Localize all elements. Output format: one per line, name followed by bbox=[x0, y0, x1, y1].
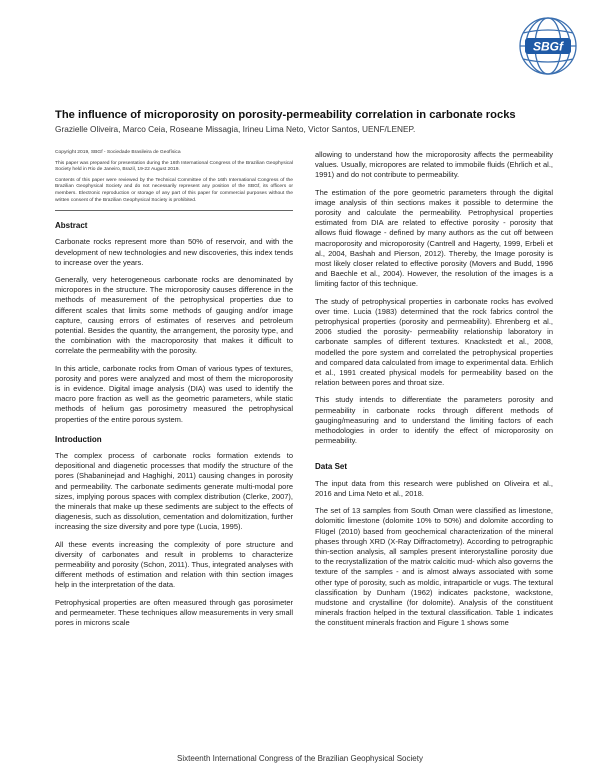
abstract-paragraph: Generally, very heterogeneous carbonate rocks are denominated by micropores in the structure. The microporosity causes difference in the methods of measurement of the petrophysical properties due to different scales that limits some methods of gauging and/or image capture, causing errors of estimates of reserves and petroleum potential. Besides the quantity, the arrangement, the porosity type, and the combination with the macroporosity that makes it difficult to correlate the permeability with the porosity. bbox=[55, 274, 293, 356]
data-set-paragraph: The input data from this research were published on Oliveira et al., 2016 and Lima Neto et al., 2018. bbox=[315, 478, 553, 498]
data-set-paragraph: The set of 13 samples from South Oman were classified as limestone, dolomitic limestone (dolomite 10% to 50%) and dolomite according to Flügel (2010) based from geochemical characterization of the mineral phases through XRD (X-Ray Diffractometry). According to petrographic thin-section analysis, all samples present interorystalline porosity due to the recrystallization of the matrix calcitic mud- which also governs the texture of the samples - and is almost always associated with some other type of porosity, such as moldic, intraparticle or vugs. The textural classification by Dunham (1962) indicates packstone, wackstone, mudstone and crystalline (for dolomite). Analysis of the constituent minerals fraction helped in the textural classification. Table 1 indicates the constituent minerals fraction and Figure 1 shows some bbox=[315, 506, 554, 628]
body-paragraph: This study intends to differentiate the parameters porosity and permeability in carbonate rocks through different methods of gauging/measuring and to understand the limiting factors of each methodologies in order to identify the effect of microporosity on permeability. bbox=[315, 395, 553, 446]
data-set-heading: Data Set bbox=[315, 462, 348, 472]
page-footer: Sixteenth International Congress of the Brazilian Geophysical Society bbox=[177, 754, 423, 763]
author-list: Grazielle Oliveira, Marco Ceia, Roseane Missagia, Irineu Lima Neto, Victor Santos, UENF/LENEP. bbox=[55, 124, 416, 134]
paper-title: The influence of microporosity on porosity-permeability correlation in carbonate rocks bbox=[55, 109, 516, 121]
sbgf-logo bbox=[517, 15, 579, 77]
globe-logo-icon bbox=[517, 15, 579, 77]
logo-text: SBGf bbox=[533, 39, 563, 54]
introduction-paragraph: The complex process of carbonate rocks formation extends to depositional and diagenetic processes that modify the structure of the pores (Shabaninejad and Haghighi, 2011) causing changes in porosity and permeability. The carbonate sediments generate multi-modal pore sizes, implying porous spaces with complex distribution (Clerke, 2007), the minerals that make up these sediments are subject to the effects of diagenesis, such as dissolution, cementation and dolomitization, further increasing the size diversity and pore type (Lucia, 1995). bbox=[55, 451, 293, 532]
abstract-paragraph: In this article, carbonate rocks from Oman of various types of textures, porosity and pores were analyzed and most of them the microporosity is in evidence. Digital image analysis (DIA) was used to identify the macro pore fraction as well as the geometric parameters, while static methods of helium gas porosimetry measured the petrophysical properties of the entire porous system. bbox=[55, 363, 293, 424]
introduction-paragraph: All these events increasing the complexity of pore structure and diversity of carbonates and result in problems to characterize permeability and porosity (Schon, 2011). Thus, integrated analyses with different methods of estimation and relation with thin section images help in the interpretation of the data. bbox=[55, 539, 293, 590]
introduction-heading: Introduction bbox=[55, 434, 102, 444]
introduction-paragraph: Petrophysical properties are often measured through gas porosimeter and permeameter. These techniques allow measurements in very small pores in microns scale bbox=[55, 597, 293, 628]
body-paragraph: The estimation of the pore geometric parameters through the digital image analysis of thin sections makes it possible to determine the porosity and calculate the permeability. Petrophysical properties estimated from DIA are related to effective porosity - porosity that allows fluid flowage - defined by many authors as the cut off between macroporosity and microporosity (Cantrell and Hagerty, 1999, Erbeli et al., 2004, Bashah and Pierson, 2012). Thereby, the Image porosity is most likely closer related to effective porosity (Movers and Budd, 1996 and Baechle et al., 2004). However, the resolution of the images is a limiting factor of this technique. bbox=[315, 187, 553, 289]
body-paragraph: allowing to understand how the microporosity affects the permeability values. Usually, micropores are related to immobile fluids (Ehrlich et al., 1991) and do not contribute to permeability. bbox=[315, 150, 553, 180]
abstract-paragraph: Carbonate rocks represent more than 50% of reservoir, and with the development of new technologies and new discoveries, this index tends to increase over the years. bbox=[55, 237, 293, 267]
review-note: Contents of this paper were reviewed by the Technical Committee of the 16th International Congress of the Brazilian Geophysical Society and do not necessarily represent any position of the SBGf, its officers or members. Electronic reproduction or storage of any part of this paper for commercial purposes without the written consent of the Brazilian Geophysical Society is prohibited. bbox=[55, 177, 293, 203]
body-paragraph: The study of petrophysical properties in carbonate rocks has evolved over time. Lucia (1983) determined that the rock fabrics control the petrophysical properties (porosity and permeability). Ehrenberg et al., 2006 studied the porosity- permeability relationship laboratory in carbonate samples of different textures. Knackstedt et al., 2008, modelled the pore system and correlated the petrophysical properties and compared data calculated from image to experimental data. Erhlich et al., 1991 created physical models for permeability based on the relation between pores and throat size. bbox=[315, 296, 553, 388]
copyright-note: Copyright 2019, SBGf - Sociedade Brasileira de Geofísica bbox=[55, 150, 181, 155]
left-column bbox=[55, 150, 293, 635]
presentation-note: This paper was prepared for presentation during the 16th International Congress of the Brazilian Geophysical Society held in Rio de Janeiro, Brazil, 19-22 August 2019. bbox=[55, 160, 293, 173]
right-column bbox=[315, 150, 553, 636]
divider bbox=[55, 210, 293, 211]
abstract-heading: Abstract bbox=[55, 221, 88, 231]
